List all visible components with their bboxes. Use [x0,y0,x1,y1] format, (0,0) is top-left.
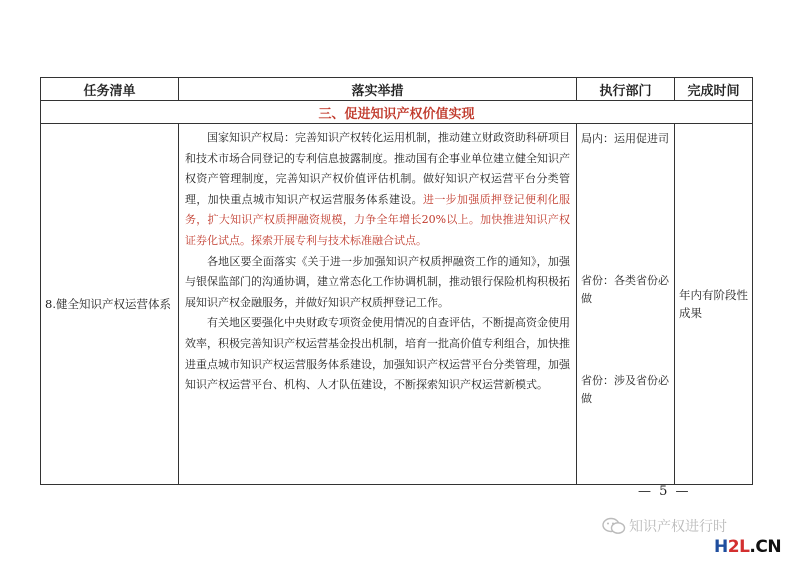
wechat-icon [602,517,626,535]
measure-text: 国家知识产权局：完善知识产权转化运用机制，推动建立财政资助科研项目和技术市场合同登记的专利信息披露制度。推动国有企事业单位建立健全知识产权资产管理制度，完善知识产权价值评估机制。做好知识产权运营平台分类管理，加快重点城市知识产权运营服务体系建设。 [185,131,570,206]
header-completion-time: 完成时间 [675,78,753,101]
measure-paragraph-1 [185,128,570,252]
table-header-row [41,78,753,101]
measure-text-highlighted: 进一步加强质押登记便利化服务，扩大知识产权质押融资规模，力争全年增长20%以上。加快推进知识产权证券化试点。探索开展专利与技术标准融合试点。 [185,192,570,247]
page-number: — 5 — [638,484,691,499]
header-department: 执行部门 [577,78,675,101]
measures-cell [179,124,577,485]
measure-text: 有关地区要强化中央财政专项资金使用情况的自查评估，不断提高资金使用效率，积极完善知识产权运营基金投出机制，培育一批高价值专利组合，加快推进重点城市知识产权运营服务体系建设，加强知识产权运营平台分类管理，加强知识产权运营平台、机构、人才队伍建设，不断探索知识产权运营新模式。 [185,316,570,392]
measure-paragraph-2 [185,252,570,314]
task-cell: 8.健全知识产权运营体系 [41,124,179,485]
measure-text: 各地区要全面落实《关于进一步加强知识产权质押融资工作的通知》，加强与银保监部门的沟通协调，建立常态化工作协调机制，推动银行保险机构积极拓展知识产权金融服务，并做好知识产权质押登记工作。 [185,254,570,309]
section-title: 三、促进知识产权价值实现 [41,101,753,124]
section-row [41,101,753,124]
table-row [41,124,753,485]
completion-cell: 年内有阶段性成果 [675,124,753,485]
department-cell [577,124,675,485]
header-measures: 落实举措 [179,78,577,101]
task-table [40,77,753,485]
department-item: 省份：涉及省份必做 [581,374,669,405]
department-item: 省份：各类省份必做 [581,274,669,305]
watermark [602,516,727,536]
site-logo: H2L.CN [714,537,782,557]
header-task-list: 任务清单 [41,78,179,101]
watermark-text: 知识产权进行时 [629,519,727,535]
department-item: 局内：运用促进司 [581,132,669,145]
measure-paragraph-3 [185,313,570,395]
